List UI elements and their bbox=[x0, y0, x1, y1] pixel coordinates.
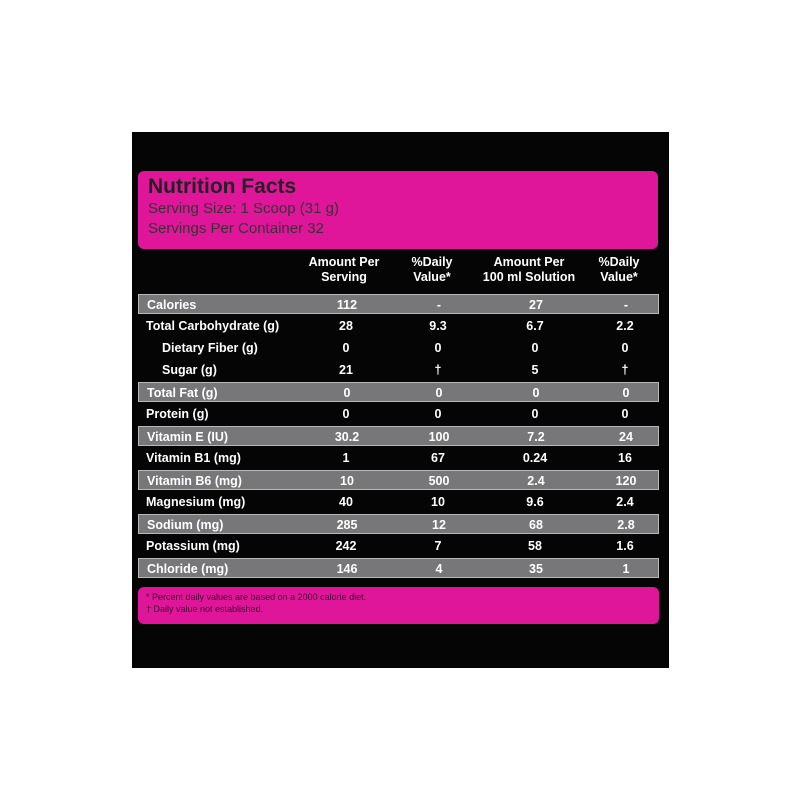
row-value: 146 bbox=[336, 562, 358, 576]
table-row bbox=[138, 360, 659, 380]
column-header-line: Amount Per bbox=[308, 255, 380, 269]
table-row bbox=[138, 316, 659, 336]
row-value: † bbox=[621, 363, 629, 377]
row-value: 4 bbox=[435, 562, 443, 576]
row-value: 0 bbox=[531, 407, 539, 421]
row-label: Magnesium (mg) bbox=[146, 495, 246, 509]
row-label: Total Carbohydrate (g) bbox=[146, 319, 280, 333]
row-value: - bbox=[436, 298, 442, 312]
row-value: 40 bbox=[339, 495, 353, 509]
table-row bbox=[138, 558, 659, 578]
row-value: 24 bbox=[619, 430, 633, 444]
column-header-amount-per-serving bbox=[296, 255, 392, 291]
row-value: 7.2 bbox=[527, 430, 545, 444]
row-value: 0 bbox=[435, 386, 443, 400]
row-value: 1 bbox=[342, 451, 350, 465]
row-value: 2.4 bbox=[616, 495, 634, 509]
row-value: 0 bbox=[434, 341, 442, 355]
row-value: 0 bbox=[622, 386, 630, 400]
table-row bbox=[138, 382, 659, 402]
table-row bbox=[138, 426, 659, 446]
row-value: 28 bbox=[339, 319, 353, 333]
row-value: 100 bbox=[428, 430, 450, 444]
row-value: 112 bbox=[336, 298, 358, 312]
row-value: 0 bbox=[532, 386, 540, 400]
table-row bbox=[138, 492, 659, 512]
column-header-line: Value* bbox=[600, 270, 638, 284]
row-value: 0 bbox=[342, 407, 350, 421]
footnote-daily-values: * Percent daily values are based on a 2000 calorie diet. bbox=[146, 592, 367, 602]
row-value: 21 bbox=[339, 363, 353, 377]
column-header-line: 100 ml Solution bbox=[482, 270, 576, 284]
column-header-daily-value-serving bbox=[392, 255, 472, 291]
row-value: 9.6 bbox=[526, 495, 544, 509]
row-value: 27 bbox=[529, 298, 543, 312]
row-label: Sugar (g) bbox=[162, 363, 217, 377]
row-value: 58 bbox=[528, 539, 542, 553]
row-label: Protein (g) bbox=[146, 407, 209, 421]
row-label: Vitamin B1 (mg) bbox=[146, 451, 241, 465]
row-label: Sodium (mg) bbox=[147, 518, 224, 532]
row-value: 16 bbox=[618, 451, 632, 465]
row-value: 500 bbox=[428, 474, 450, 488]
row-value: 0 bbox=[434, 407, 442, 421]
column-header-line: Amount Per bbox=[493, 255, 565, 269]
row-label: Potassium (mg) bbox=[146, 539, 240, 553]
row-value: 10 bbox=[431, 495, 445, 509]
row-value: 5 bbox=[531, 363, 539, 377]
row-value: † bbox=[434, 363, 442, 377]
row-value: 285 bbox=[336, 518, 358, 532]
row-value: 0 bbox=[342, 341, 350, 355]
row-value: 2.8 bbox=[617, 518, 635, 532]
serving-size: Serving Size: 1 Scoop (31 g) bbox=[148, 200, 339, 217]
column-header-daily-value-100ml bbox=[579, 255, 659, 291]
row-label: Vitamin B6 (mg) bbox=[147, 474, 242, 488]
nutrition-panel bbox=[132, 132, 669, 668]
row-value: 1.6 bbox=[616, 539, 634, 553]
table-row bbox=[138, 470, 659, 490]
row-value: 0.24 bbox=[522, 451, 548, 465]
row-value: 0 bbox=[621, 407, 629, 421]
row-value: 0 bbox=[531, 341, 539, 355]
row-value: 35 bbox=[529, 562, 543, 576]
row-label: Dietary Fiber (g) bbox=[162, 341, 258, 355]
row-value: 242 bbox=[335, 539, 357, 553]
table-row bbox=[138, 536, 659, 556]
table-row bbox=[138, 404, 659, 424]
row-value: 12 bbox=[432, 518, 446, 532]
column-header-line: Serving bbox=[321, 270, 367, 284]
row-label: Calories bbox=[147, 298, 197, 312]
row-value: 1 bbox=[622, 562, 630, 576]
row-value: 7 bbox=[434, 539, 442, 553]
row-value: 2.2 bbox=[616, 319, 634, 333]
row-value: 67 bbox=[431, 451, 445, 465]
row-value: 68 bbox=[529, 518, 543, 532]
table-row bbox=[138, 448, 659, 468]
table-row bbox=[138, 294, 659, 314]
column-header-line: %Daily bbox=[598, 255, 640, 269]
column-header-line: Value* bbox=[413, 270, 451, 284]
footnote-not-established: † Daily value not established. bbox=[146, 604, 264, 614]
row-value: 120 bbox=[615, 474, 637, 488]
column-header-line: %Daily bbox=[411, 255, 453, 269]
column-header-amount-per-100ml bbox=[479, 255, 579, 291]
servings-per-container: Servings Per Container 32 bbox=[148, 220, 324, 237]
row-label: Vitamin E (IU) bbox=[147, 430, 229, 444]
nutrition-header bbox=[138, 171, 658, 249]
table-row bbox=[138, 514, 659, 534]
row-value: 0 bbox=[343, 386, 351, 400]
row-value: 0 bbox=[621, 341, 629, 355]
nutrition-title: Nutrition Facts bbox=[148, 175, 297, 198]
row-value: 9.3 bbox=[429, 319, 447, 333]
row-label: Chloride (mg) bbox=[147, 562, 229, 576]
row-value: 6.7 bbox=[526, 319, 544, 333]
table-row bbox=[138, 338, 659, 358]
row-value: 30.2 bbox=[334, 430, 360, 444]
row-value: 2.4 bbox=[527, 474, 545, 488]
row-value: 10 bbox=[340, 474, 354, 488]
nutrition-footnotes bbox=[138, 587, 659, 624]
row-label: Total Fat (g) bbox=[147, 386, 218, 400]
row-value: - bbox=[623, 298, 629, 312]
